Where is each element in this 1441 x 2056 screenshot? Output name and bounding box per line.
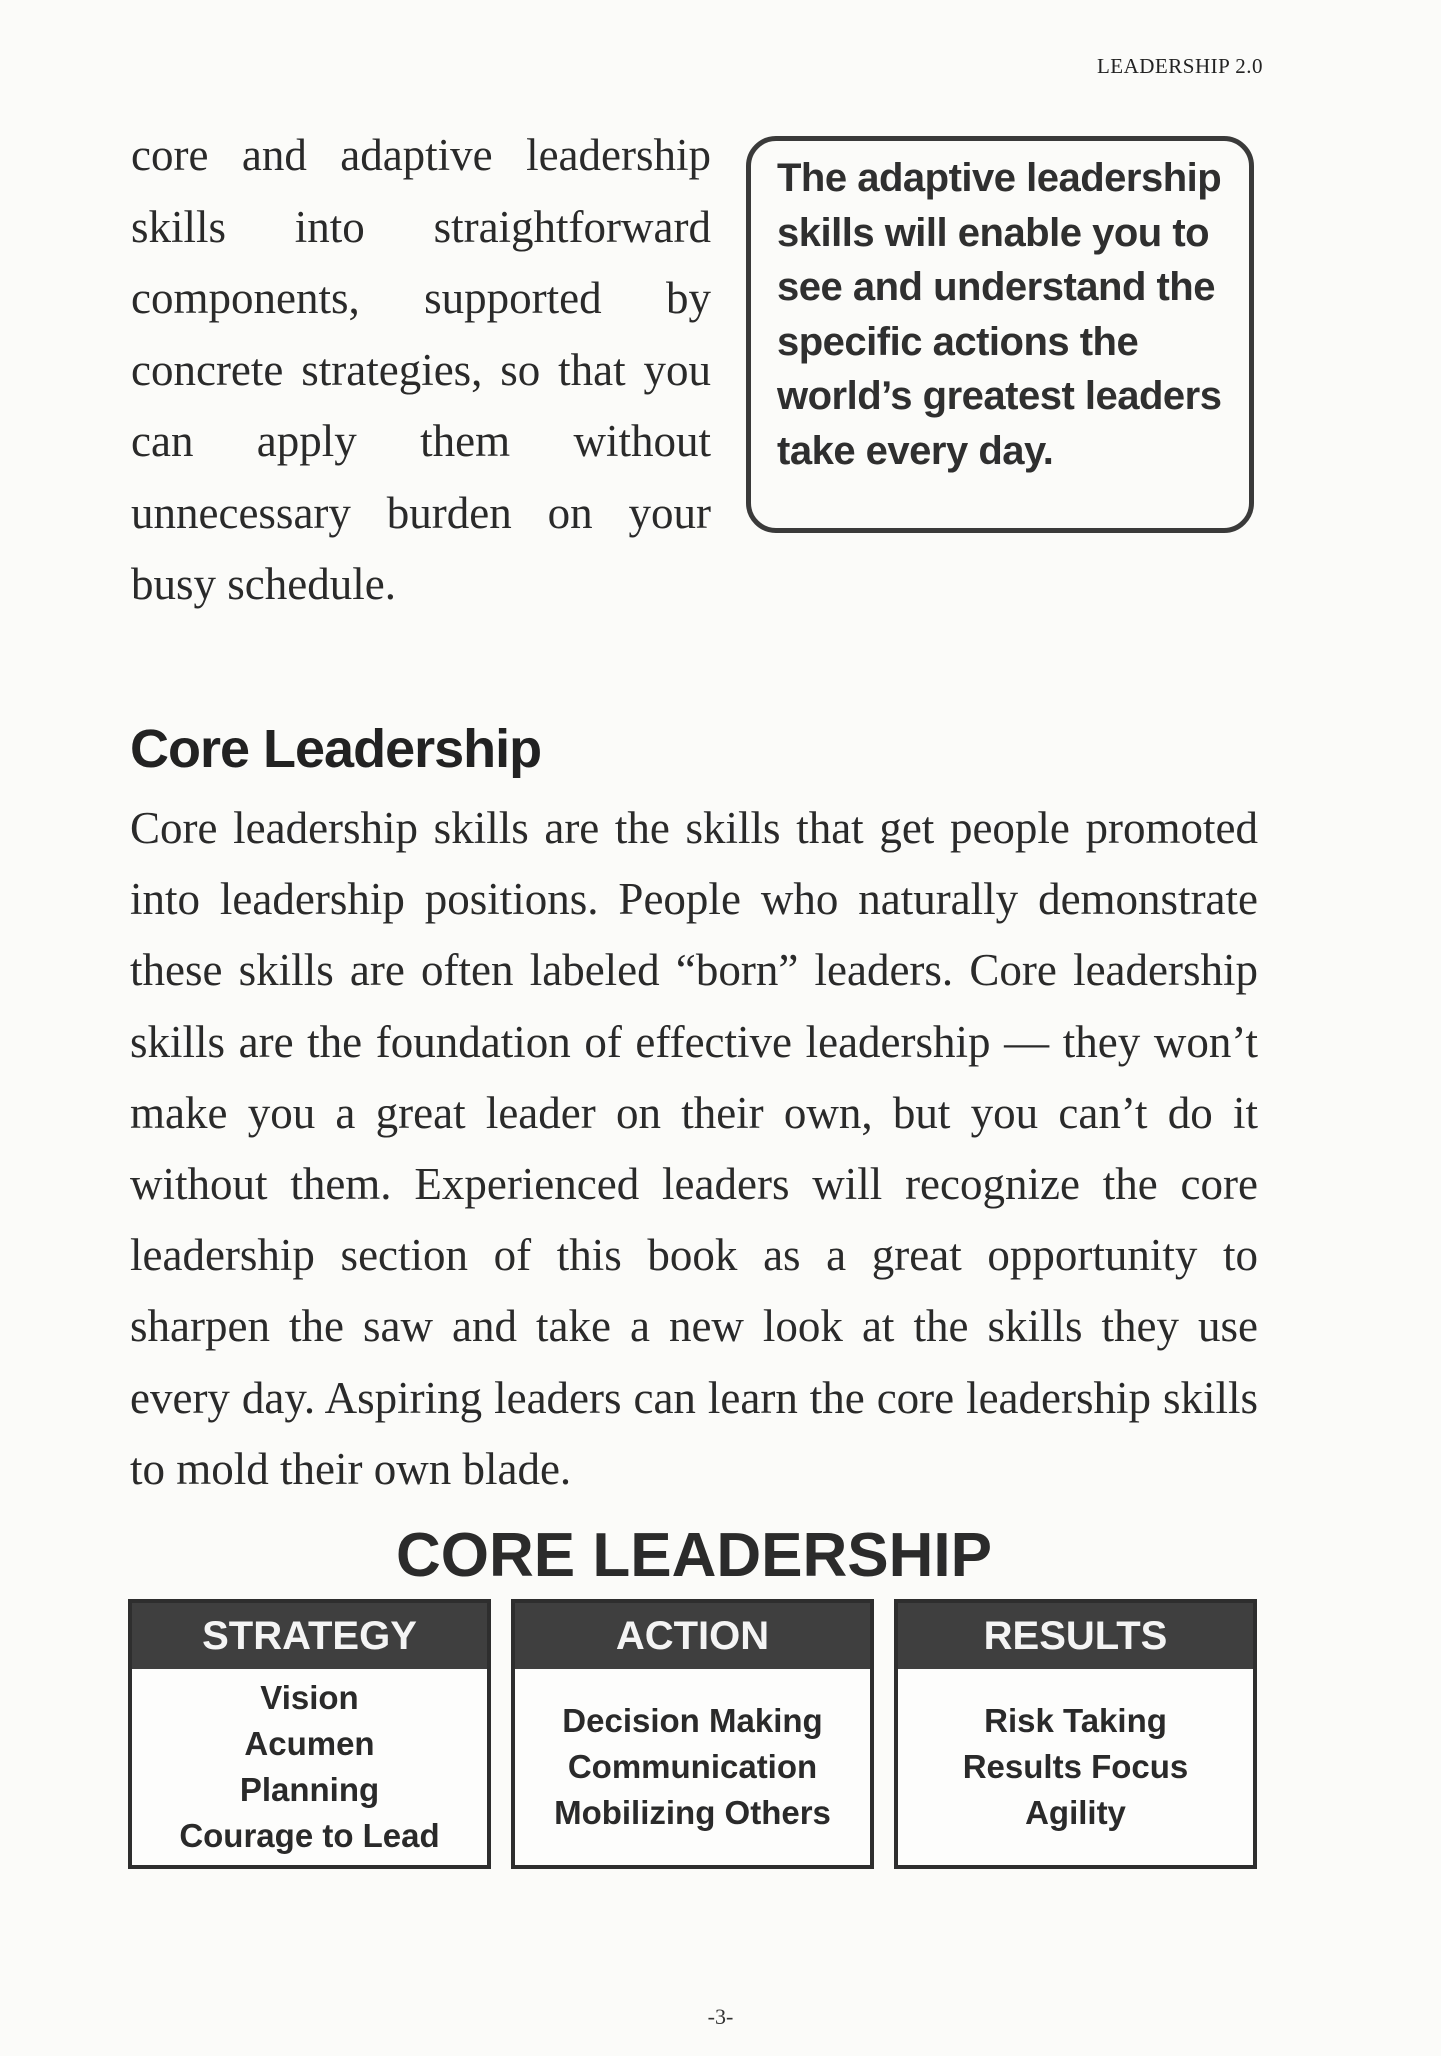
list-item: Courage to Lead <box>179 1817 440 1854</box>
body-paragraph: Core leadership skills are the skills that get people promoted into leadership positions. People who naturally demonstrate these skills are often labeled “born” leaders. Core leadership skills are the foundation of effective leadership — they won’t make you a great leader on their own, but you can’t do it without them. Experienced leaders will recognize the core leadership section of this book as a great opportunity to sharpen the saw and take a new look at the skills they use every day. Aspiring leaders can learn the core leadership skills to mold their own blade. <box>130 803 1258 1494</box>
list-item: Agility <box>1025 1794 1126 1831</box>
list-item: Planning <box>239 1771 380 1808</box>
results-column <box>894 1599 1257 1869</box>
column-body-action <box>515 1669 870 1865</box>
list-item: Vision <box>260 1679 359 1716</box>
callout-text: The adaptive leadership skills will enable you to see and understand the specific actions the world’s greatest leaders take every day. <box>777 156 1222 473</box>
list-item: Acumen <box>244 1725 375 1762</box>
list-item: Communication <box>567 1748 818 1785</box>
column-header-action: ACTION <box>515 1603 870 1669</box>
page-number: -3- <box>707 2004 734 2029</box>
section-heading: Core Leadership <box>130 719 542 779</box>
core-leadership-diagram <box>128 1599 1260 1869</box>
list-item: Mobilizing Others <box>554 1794 831 1831</box>
list-item: Decision Making <box>562 1702 823 1739</box>
intro-paragraph: core and adaptive leadership skills into straightforward components, supported by concrete strategies, so that you can apply them without unnecessary burden on your busy schedule. <box>131 130 711 609</box>
callout-box <box>746 136 1254 533</box>
action-column <box>511 1599 874 1869</box>
diagram-title: CORE LEADERSHIP <box>396 1521 992 1590</box>
column-header-strategy: STRATEGY <box>132 1603 487 1669</box>
strategy-column <box>128 1599 491 1869</box>
column-body-strategy <box>132 1669 487 1865</box>
list-item: Risk Taking <box>984 1702 1167 1739</box>
column-body-results <box>898 1669 1253 1865</box>
running-head: LEADERSHIP 2.0 <box>1096 54 1263 78</box>
column-header-results: RESULTS <box>898 1603 1253 1669</box>
list-item: Results Focus <box>962 1748 1189 1785</box>
